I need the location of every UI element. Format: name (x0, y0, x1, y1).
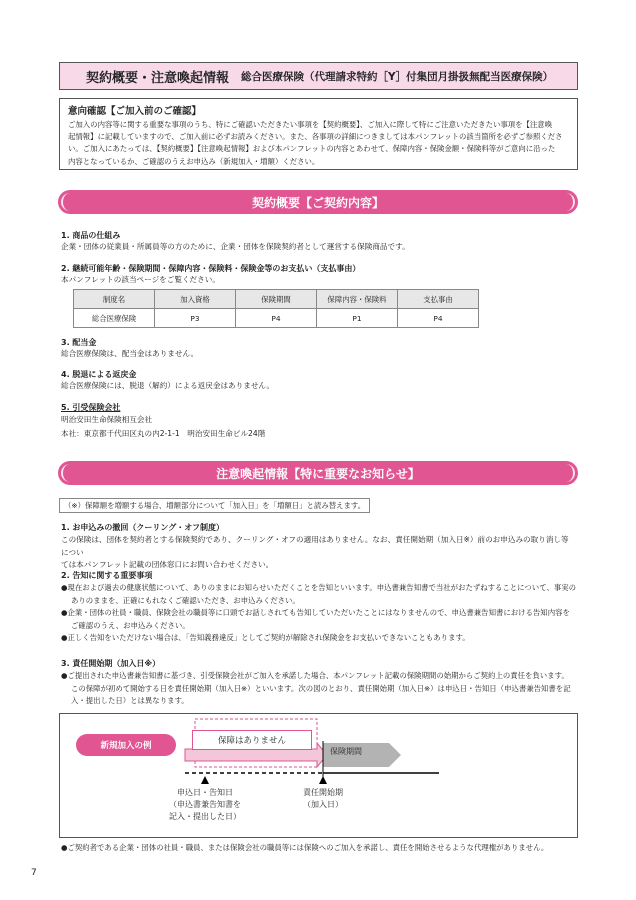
table-header-cell: 加入資格 (155, 290, 236, 309)
section-text: 総合医療保険には、脱退（解約）による返戻金はありません。 (61, 381, 275, 390)
disclosure-bullets (61, 582, 576, 645)
text-line: この保険は、団体を契約者とする保険契約であり、クーリング・オフの適用はありません。なお、責任開始期（加入日※）前のお申込みの取り消し等につい (61, 535, 569, 557)
insurer-address: 本社：東京都千代田区丸の内2-1-1 明治安田生命ビル24階 (61, 429, 266, 438)
label-line: 責任開始期 (303, 788, 343, 797)
coverage-start-text (61, 670, 576, 708)
product-table (73, 289, 479, 328)
page-title: 契約概要・注意喚起情報 (86, 70, 230, 86)
table-cell: P4 (236, 309, 317, 328)
bullet-item: ●ご提出された申込書兼告知書に基づき、引受保険会社がご加入を承諾した場合、本パンフレット記載の保険期間の始期からご契約上の責任を負います。この保障が初めて開始する日を責任開始期（加入日※）といいます。次の図のとおり、責任開始期（加入日※）は申込日・告知日（申込書兼告知書を記入・提出した日）とは異なります。 (61, 671, 571, 705)
timeline-graphic (59, 713, 578, 838)
label-line: （加入日） (303, 800, 343, 809)
insurance-period-label: 保険期間 (330, 747, 362, 756)
confirmation-line: い。ご加入にあたっては、【契約概要】【注意喚起情報】および本パンフレットの内容とあわせて、保障内容・保険金額・保険料等がご意向に沿った (68, 144, 556, 154)
confirmation-line: 起情報】に記載していますので、ご加入前に必ずお読みください。また、各事項の詳細につきましては本パンフレットの該当箇所を必ずご参照くださ (68, 132, 563, 142)
table-cell: P1 (317, 309, 398, 328)
section-heading: 2. 継続可能年齢・保険期間・保障内容・保険料・保険金等のお支払い（支払事由） (61, 264, 361, 273)
bullet-item: ●ご契約者である企業・団体の社員・職員、または保険会社の職員等には保険へのご加入を承諾し、責任を開始させるような代理権がありません。 (61, 843, 549, 852)
bullet-item: ●企業・団体の社員・職員、保険会社の職員等に口頭でお話しされても告知していただいたことにはなりませんので、申込書兼告知書における告知内容をご確認のうえ、お申込みください。 (61, 608, 570, 630)
bullet-item: ●現在および過去の健康状態について、ありのままにお知らせいただくことを告知といいます。申込書兼告知書で当社がおたずねすることについて、事実のありのままを、正確にもれなくご確認いただき、お申込みください。 (61, 583, 577, 605)
start-date-label (283, 787, 363, 811)
table-header-cell: 保険期間 (236, 290, 317, 309)
table-header-cell: 支払事由 (398, 290, 479, 309)
insurer-name: 明治安田生命保険相互会社 (61, 415, 153, 424)
confirmation-box (59, 98, 578, 170)
table-cell: P4 (398, 309, 479, 328)
table-row (74, 309, 479, 328)
table-header-row (74, 290, 479, 309)
section-heading: 3. 配当金 (61, 338, 97, 347)
table-header-cell: 保障内容・保険料 (317, 290, 398, 309)
section-heading: 2. 告知に関する重要事項 (61, 571, 153, 580)
table-cell: 総合医療保険 (74, 309, 155, 328)
section-heading: 1. お申込みの撤回（クーリング・オフ制度） (61, 523, 224, 532)
caution-banner (58, 461, 578, 485)
label-line: （申込書兼告知書を (169, 800, 241, 809)
start-date-marker (319, 776, 327, 784)
confirmation-heading: 意向確認【ご加入前のご確認】 (68, 106, 202, 117)
page-subtitle: 総合医療保険（代理請求特約［Y］付集団月掛扱無配当医療保険） (241, 70, 554, 83)
page-title-box (59, 62, 578, 90)
bullet-item: ●正しく告知をいただけない場合は、「告知義務違反」としてご契約が解除され保険金をお支払いできないこともあります。 (61, 633, 470, 642)
confirmation-line: ご加入の内容等に関する重要な事項のうち、特にご確認いただきたい事項を【契約概要】、ご加入に際して特にご注意いただきたい事項を【注意喚 (68, 120, 553, 129)
summary-banner-label: 契約概要【ご契約内容】 (251, 195, 384, 210)
caution-banner-label: 注意喚起情報【特に重要なお知らせ】 (216, 466, 420, 481)
page-number: 7 (31, 868, 37, 878)
section-text: 本パンフレットの該当ページをご覧ください。 (61, 275, 220, 284)
section-heading: 5. 引受保険会社 (61, 403, 121, 412)
increase-note: （※）保障額を増額する場合、増額部分について「加入日」を「増額日」と読み替えます。 (59, 498, 370, 513)
table-cell: P3 (155, 309, 236, 328)
section-text: 企業・団体の従業員・所属員等の方のために、企業・団体を保険契約者として運営する保険商品です。 (61, 242, 410, 251)
label-line: 記入・提出した日） (169, 812, 241, 821)
no-coverage-label: 保障はありません (192, 730, 312, 750)
section-heading: 4. 脱退による返戻金 (61, 370, 137, 379)
new-enrollment-pill: 新規加入の例 (76, 734, 176, 756)
section-heading: 3. 責任開始期（加入日※） (61, 659, 161, 668)
section-text: 総合医療保険は、配当金はありません。 (61, 349, 199, 358)
application-date-label (155, 787, 255, 823)
label-line: 申込日・告知日 (177, 788, 233, 797)
confirmation-line: 内容となっているか、ご確認のうえお申込み（新規加入・増額）ください。 (68, 156, 320, 166)
application-date-marker (201, 776, 209, 784)
section-heading: 1. 商品の仕組み (61, 231, 121, 240)
summary-banner (58, 190, 578, 214)
cooling-off-text (61, 534, 576, 572)
text-line: ては本パンフレット記載の団体窓口にお問い合わせください。 (61, 560, 274, 569)
table-header-cell: 制度名 (74, 290, 155, 309)
